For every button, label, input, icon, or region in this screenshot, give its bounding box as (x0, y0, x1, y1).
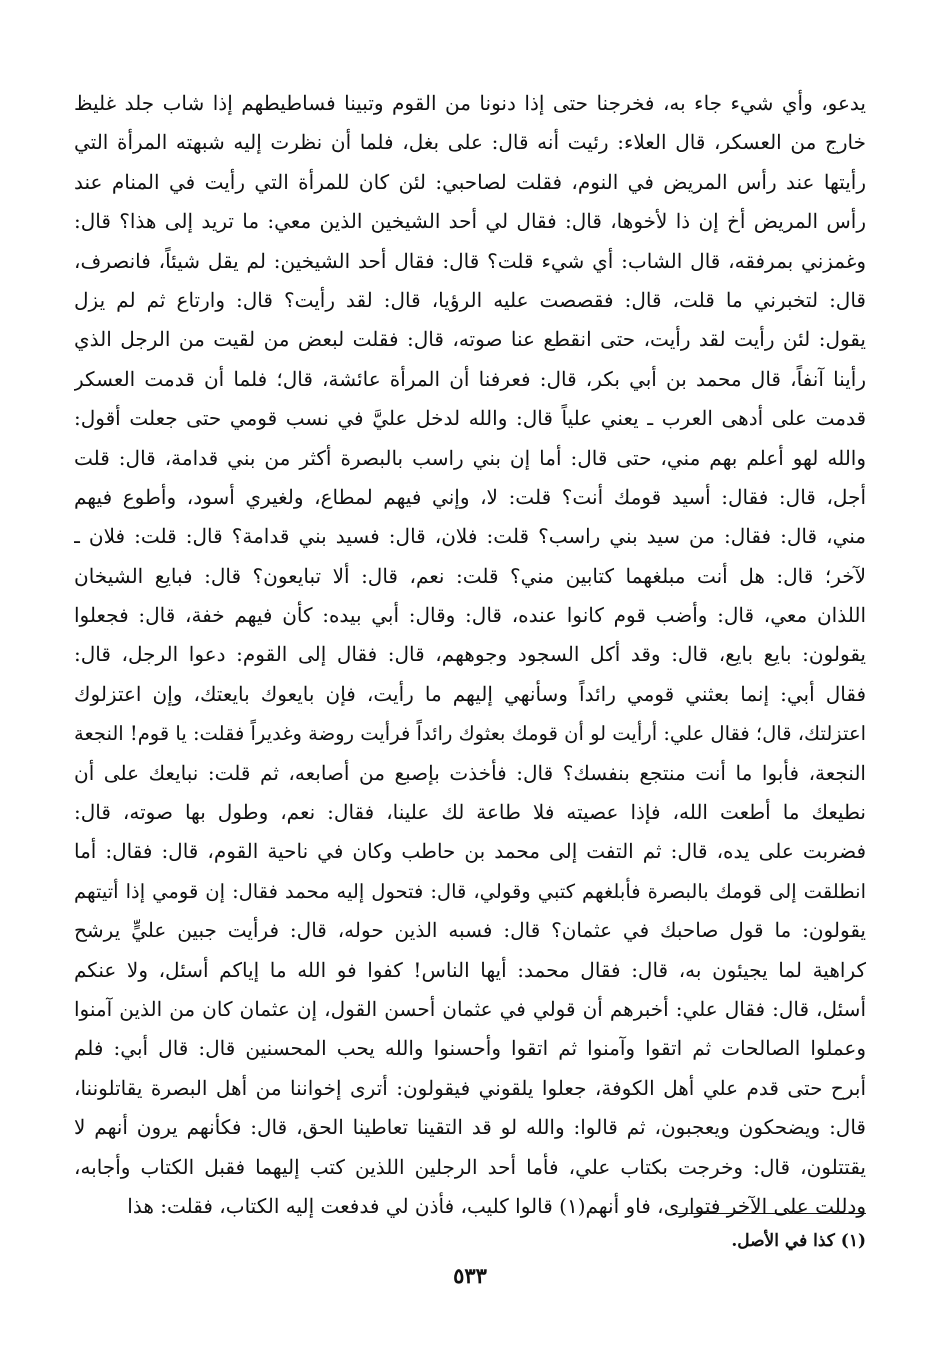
text-line: وعملوا الصالحات ثم اتقوا وآمنوا ثم اتقوا وأحسنوا والله يحب المحسنين قال: قال أبي: فلم (74, 1036, 866, 1061)
text-line: رأينا آنفاً، قال محمد بن أبي بكر، قال: فعرفنا أن المرأة عائشة، قال؛ فلما أن قدمت العسكر (74, 366, 866, 391)
text-line: رأس المريض أخ إن ذا لأخوها، قال: فقال لي أحد الشيخين الذين معي: ما تريد إلى هذا؟ قال: (74, 209, 866, 234)
text-line: يدعو، وأي شيء جاء به، فخرجنا حتى إذا دنونا من القوم وتبينا فساطيطهم إذا شاب جلد غليظ (74, 91, 866, 115)
text-line: خارج من العسكر، قال العلاء: رئيت أنه قال: على بغل، فلما أن نظرت إليه شبهته المرأة التي (74, 130, 866, 155)
footnote-divider (676, 1213, 866, 1214)
text-line: أجل، قال: فقال: أسيد قومك أنت؟ قلت: لا، وإني فيهم لمطاع، ولغيري أسود، وأطوع فيهم (74, 484, 866, 509)
text-line: نطيعك ما أطعت الله، فإذا عصيته فلا طاعة لك علينا، فقال: نعم، وطول بها صوته، قال: (74, 800, 866, 825)
page-number: ٥٣٣ (453, 1263, 487, 1288)
text-line: كراهية لما يجيئون به، قال: فقال محمد: أيها الناس! كفوا فو الله ما إياكم أسئل، ولا عنكم (74, 957, 866, 982)
text-line: انطلقت إلى قومك بالبصرة فأبلغهم كتبي وقولي، قال: فتحول إليه محمد فقال: إن قومي إذا أتيتهم (74, 879, 866, 903)
text-line: وغمزني بمرفقه، قال الشاب: أي شيء قلت؟ قال: فقال أحد الشيخين: لم يقل شيئاً، فانصرف، (74, 248, 866, 273)
text-line: ودللت على الآخر فتوارى، فاو أنهم(١) قالوا كليب، فأذن لي فدفعت إليه الكتاب، فقلت: هذا (127, 1193, 866, 1218)
text-line: قدمت على أدهى العرب ـ يعني علياً قال: والله لدخل عليَّ في نسب قومي حتى جعلت أقول: (74, 406, 866, 431)
text-line: قال: ويضحكون ويعجبون، ثم قالوا: والله لو قد التقينا تعاطينا الحق، قال: فكأنهم يرون أنهم لا (74, 1115, 866, 1140)
text-line: والله لهو أعلم بهم مني، حتى قال: أما إن بني راسب بالبصرة أكثر من بني قدامة، قال: قلت (74, 445, 866, 470)
text-line: مني، قال: فقال: من سيد بني راسب؟ قلت: فلان، قال: فسيد بني قدامة؟ قال: قلت: فلان ـ (74, 524, 866, 549)
text-line: يقولون: بايع بايع، قال: وقد أكل السجود وجوههم، قال: فقال إلى القوم: دعوا الرجل، قال: (74, 642, 866, 667)
text-line: اللذان معي، قال: وأضب قوم كانوا عنده، قال: وقال: أبي بيده: كأن فيهم خفة، قال: فجعلوا (74, 603, 866, 628)
text-line: رأيتها عند رأس المريض في النوم، فقلت لصاحبي: لئن كان للمرأة التي رأيت في المنام عند (74, 169, 866, 194)
text-line: يقولون: ما قول صاحبك في عثمان؟ قال: فسبه الذين حوله، قال: فرأيت جبين عليٍّ يرشح (74, 918, 866, 943)
text-line: اعتزلتك، قال؛ فقال علي: أرأيت لو أن قومك بعثوك رائداً فرأيت روضة وغديراً فقلت: يا قوم! النجعة (74, 722, 866, 746)
text-line: يقول: لئن رأيت لقد رأيت، حتى انقطع عنا صوته، قال: فقلت لبعض من لقيت من الرجل الذي (74, 327, 866, 352)
text-line: قال: لتخبرني ما قلت، قال: فقصصت عليه الرؤيا، قال: لقد رأيت؟ قال: وارتاع ثم لم يزل (74, 287, 866, 312)
text-line: لآخر؛ قال: هل أنت مبلغهما كتابين مني؟ قلت: نعم، قال: ألا تبايعون؟ قال: فبايع الشيخان (74, 563, 866, 588)
main-text-block (74, 84, 866, 1226)
text-line: أسئل، قال: فقال علي: أخبرهم أن قولي في عثمان أحسن القول، إن عثمان كان من الذين آمنوا (74, 996, 866, 1021)
text-line: أبرح حتى قدم علي أهل الكوفة، جعلوا يلقوني فيقولون: أترى إخواننا من أهل البصرة يقاتلوننا، (74, 1075, 866, 1100)
text-line: يقتتلون، قال: وخرجت بكتاب علي، فأما أحد الرجلين اللذين كتب إليهما فقبل الكتاب وأجابه، (74, 1154, 866, 1179)
text-line: فقال أبي: إنما بعثني قومي رائداً وسأنهي إليهم ما رأيت، فإن بايعوك بايعتك، وإن اعتزلوك (74, 681, 866, 706)
text-line: النجعة، فأبوا ما أنت منتجع بنفسك؟ قال: فأخذت بإصبع من أصابعه، ثم قلت: نبايعك على أن (74, 760, 866, 785)
text-line: فضربت على يده، قال: ثم التفت إلى محمد بن حاطب وكان في ناحية القوم، قال: فقال: أما (74, 839, 866, 864)
footnote: (١) كذا في الأصل. (731, 1231, 866, 1251)
